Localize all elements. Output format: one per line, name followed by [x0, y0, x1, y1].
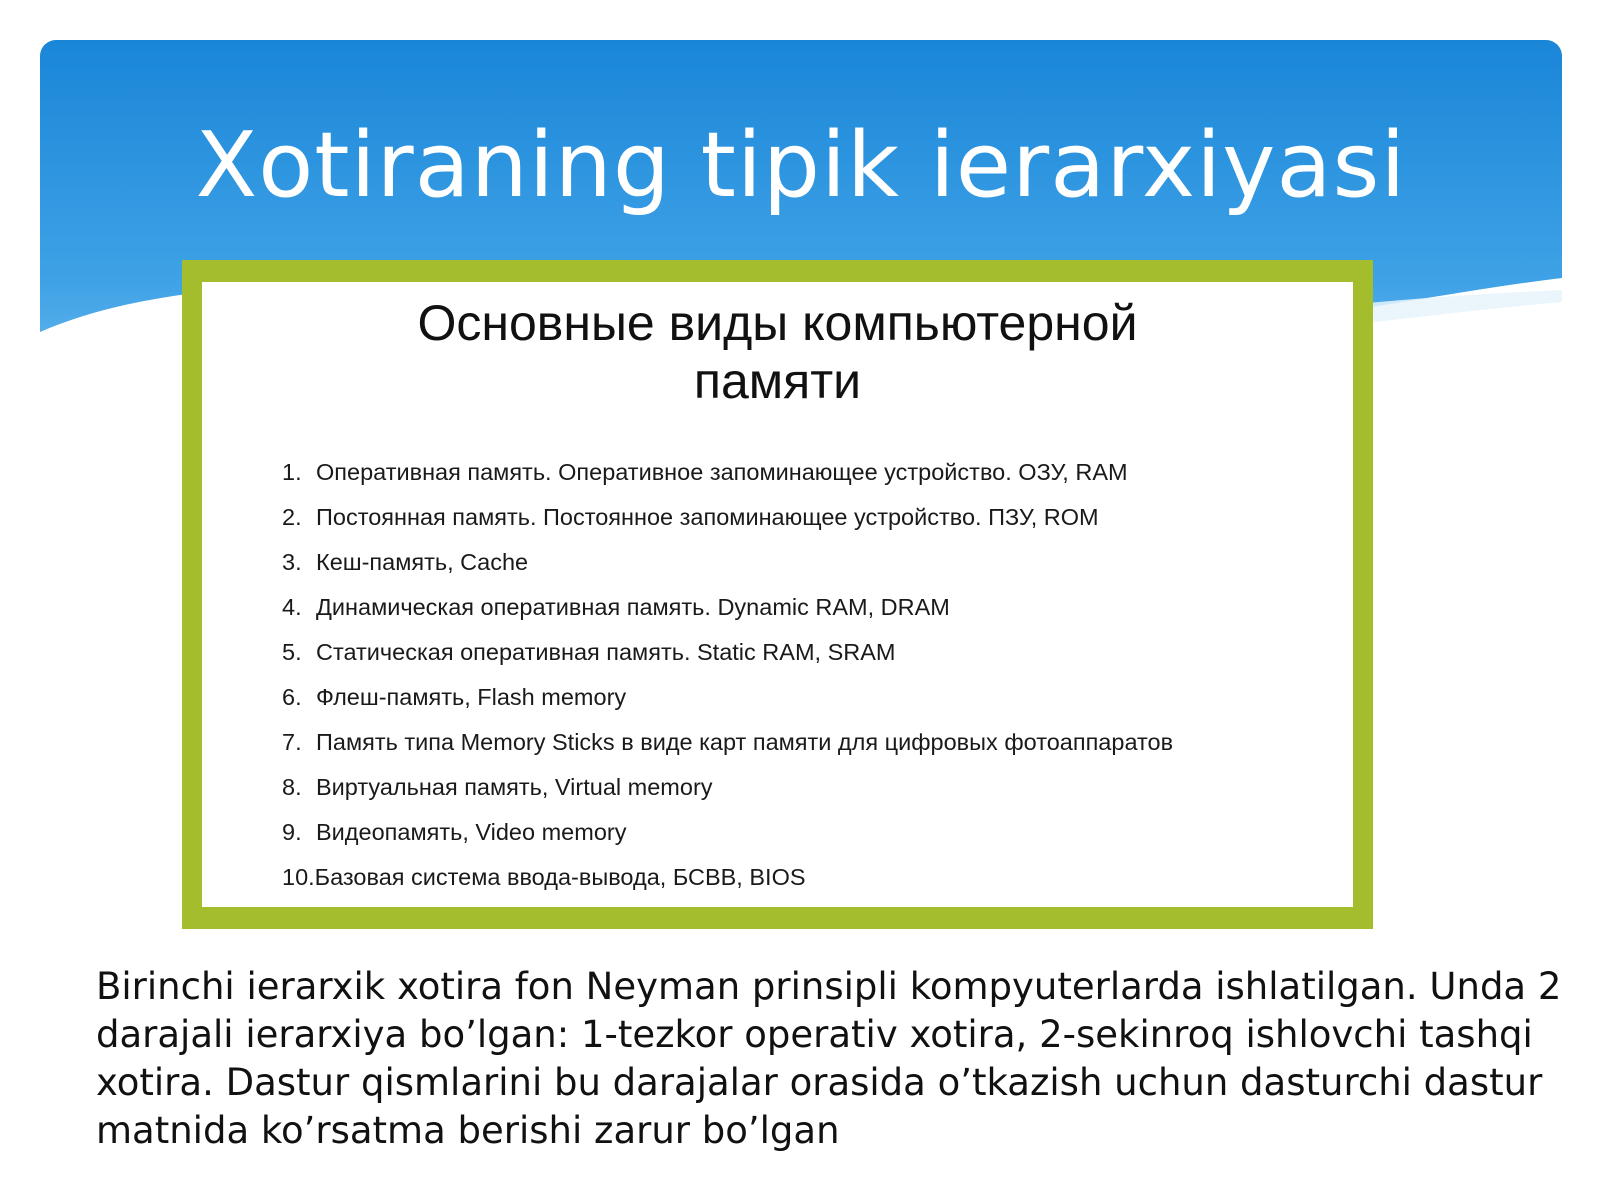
list-item-number: 4. [282, 594, 302, 620]
memory-types-list [282, 450, 1173, 900]
slide-caption: Birinchi ierarxik xotira fon Neyman prinsipli kompyuterlarda ishlatilgan. Unda 2 darajali ierarxiya bo’lgan: 1-tezkor operativ xotira, 2-sekinroq ishlovchi tashqi xotira. Dastur qismlarini bu darajalar orasida o’tkazish uchun dasturchi dastur matnida ko’rsatma berishi zarur bo’lgan [96, 965, 1562, 1152]
list-item [282, 540, 1173, 585]
list-item-text: Флеш-память, Flash memory [316, 684, 627, 710]
list-item [282, 450, 1173, 495]
list-item-number: 3. [282, 549, 302, 575]
memory-types-figure [182, 260, 1373, 929]
figure-heading-line-1: Основные виды компьютерной [417, 295, 1138, 351]
list-item-text: Базовая система ввода-вывода, БСВВ, BIOS [314, 864, 806, 890]
list-item [282, 765, 1173, 810]
list-item-text: Постоянная память. Постоянное запоминающее устройство. ПЗУ, ROM [316, 504, 1099, 530]
list-item-number: 10. [282, 864, 315, 890]
list-item-number: 7. [282, 729, 302, 755]
list-item [282, 585, 1173, 630]
figure-panel [202, 282, 1353, 907]
list-item [282, 720, 1173, 765]
figure-heading [202, 294, 1353, 410]
list-item-text: Виртуальная память, Virtual memory [316, 774, 713, 800]
slide-title: Xotiraning tipik ierarxiyasi [195, 113, 1407, 218]
list-item-number: 5. [282, 639, 302, 665]
list-item-text: Динамическая оперативная память. Dynamic RAM, DRAM [316, 594, 950, 620]
list-item [282, 630, 1173, 675]
list-item-text: Видеопамять, Video memory [316, 819, 627, 845]
list-item-text: Статическая оперативная память. Static RAM, SRAM [316, 639, 896, 665]
list-item [282, 495, 1173, 540]
list-item-number: 2. [282, 504, 302, 530]
list-item-text: Кеш-память, Cache [316, 549, 529, 575]
list-item [282, 810, 1173, 855]
figure-heading-line-2: памяти [693, 353, 862, 409]
list-item-number: 8. [282, 774, 302, 800]
list-item [282, 855, 1173, 900]
list-item-number: 6. [282, 684, 302, 710]
list-item-number: 9. [282, 819, 302, 845]
list-item [282, 675, 1173, 720]
list-item-number: 1. [282, 459, 302, 485]
list-item-text: Оперативная память. Оперативное запоминающее устройство. ОЗУ, RAM [316, 459, 1128, 485]
list-item-text: Память типа Memory Sticks в виде карт памяти для цифровых фотоаппаратов [316, 729, 1174, 755]
